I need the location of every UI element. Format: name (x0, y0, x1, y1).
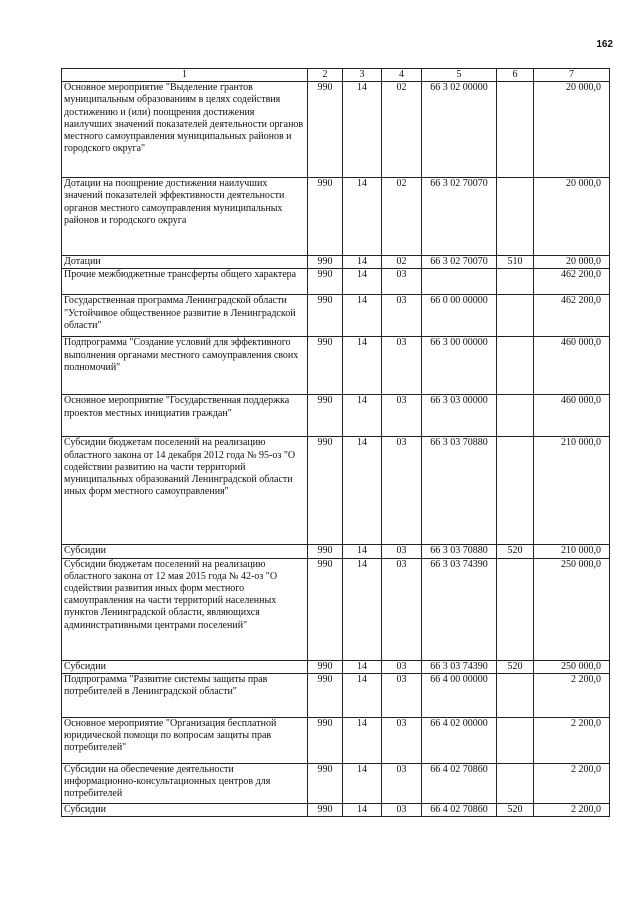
row-section: 14 (343, 717, 382, 763)
column-header: 6 (497, 69, 534, 82)
row-target: 66 3 03 70880 (422, 437, 497, 545)
row-code: 990 (308, 295, 343, 337)
row-target: 66 3 03 00000 (422, 395, 497, 437)
row-subsection: 03 (382, 269, 422, 295)
row-code: 990 (308, 256, 343, 269)
table-row (62, 295, 610, 337)
column-header: 4 (382, 69, 422, 82)
row-code: 990 (308, 269, 343, 295)
row-code: 990 (308, 558, 343, 660)
row-type (497, 82, 534, 178)
row-subsection: 03 (382, 717, 422, 763)
row-amount: 460 000,0 (534, 395, 610, 437)
row-amount: 460 000,0 (534, 337, 610, 395)
row-amount: 210 000,0 (534, 545, 610, 558)
row-target: 66 4 02 70860 (422, 803, 497, 816)
row-target: 66 3 02 70070 (422, 178, 497, 256)
row-section: 14 (343, 545, 382, 558)
row-code: 990 (308, 803, 343, 816)
row-subsection: 02 (382, 178, 422, 256)
table-row (62, 178, 610, 256)
row-amount: 2 200,0 (534, 717, 610, 763)
row-amount: 250 000,0 (534, 660, 610, 673)
row-name: Дотации (62, 256, 308, 269)
page-number: 162 (596, 39, 613, 50)
row-code: 990 (308, 763, 343, 803)
row-type (497, 717, 534, 763)
row-amount: 20 000,0 (534, 256, 610, 269)
table-row (62, 660, 610, 673)
row-type: 520 (497, 545, 534, 558)
row-type (497, 295, 534, 337)
table-row (62, 717, 610, 763)
row-subsection: 03 (382, 558, 422, 660)
row-subsection: 03 (382, 295, 422, 337)
table-row (62, 82, 610, 178)
row-name: Прочие межбюджетные трансферты общего характера (62, 269, 308, 295)
row-amount: 2 200,0 (534, 673, 610, 717)
row-section: 14 (343, 673, 382, 717)
row-section: 14 (343, 337, 382, 395)
row-section: 14 (343, 660, 382, 673)
row-type (497, 269, 534, 295)
row-code: 990 (308, 545, 343, 558)
row-target: 66 4 02 70860 (422, 763, 497, 803)
column-header: 1 (62, 69, 308, 82)
row-name: Дотации на поощрение достижения наилучших значений показателей эффективности деятельности органов местного самоуправления муниципальных районов и городского округа (62, 178, 308, 256)
row-name: Основное мероприятие "Организация бесплатной юридической помощи по вопросам защиты прав потребителей" (62, 717, 308, 763)
row-code: 990 (308, 82, 343, 178)
row-type (497, 178, 534, 256)
row-type: 520 (497, 803, 534, 816)
table-row (62, 673, 610, 717)
row-subsection: 03 (382, 803, 422, 816)
row-section: 14 (343, 395, 382, 437)
table-row (62, 803, 610, 816)
row-target: 66 3 00 00000 (422, 337, 497, 395)
row-name: Подпрограмма "Создание условий для эффективного выполнения органами местного самоуправления своих полномочий" (62, 337, 308, 395)
row-amount: 250 000,0 (534, 558, 610, 660)
row-subsection: 03 (382, 437, 422, 545)
row-code: 990 (308, 437, 343, 545)
row-amount: 210 000,0 (534, 437, 610, 545)
row-section: 14 (343, 269, 382, 295)
row-amount: 462 200,0 (534, 269, 610, 295)
row-target: 66 4 02 00000 (422, 717, 497, 763)
row-amount: 20 000,0 (534, 178, 610, 256)
row-name: Субсидии на обеспечение деятельности информационно-консультационных центров для потребителей (62, 763, 308, 803)
row-name: Основное мероприятие "Государственная поддержка проектов местных инициатив граждан" (62, 395, 308, 437)
row-target: 66 4 00 00000 (422, 673, 497, 717)
row-subsection: 03 (382, 395, 422, 437)
table-row (62, 337, 610, 395)
row-code: 990 (308, 673, 343, 717)
row-type: 520 (497, 660, 534, 673)
row-subsection: 03 (382, 545, 422, 558)
column-header: 7 (534, 69, 610, 82)
row-target: 66 3 02 70070 (422, 256, 497, 269)
row-type (497, 437, 534, 545)
table-row (62, 269, 610, 295)
row-section: 14 (343, 82, 382, 178)
column-header: 2 (308, 69, 343, 82)
row-code: 990 (308, 395, 343, 437)
column-header: 3 (343, 69, 382, 82)
row-name: Субсидии (62, 660, 308, 673)
row-name: Субсидии бюджетам поселений на реализацию областного закона от 14 декабря 2012 года № 95-оз "О содействии развитию на части территорий муниципальных образований Ленинградской области иных форм местного самоуправления" (62, 437, 308, 545)
table-row (62, 545, 610, 558)
row-amount: 2 200,0 (534, 803, 610, 816)
row-target: 66 3 03 74390 (422, 558, 497, 660)
row-target: 66 3 03 74390 (422, 660, 497, 673)
row-type (497, 673, 534, 717)
row-section: 14 (343, 178, 382, 256)
budget-table (61, 68, 610, 817)
row-section: 14 (343, 256, 382, 269)
row-type (497, 558, 534, 660)
row-name: Основное мероприятие "Выделение грантов муниципальным образованиям в целях содействия достижению и (или) поощрения достижения наилучших значений показателей деятельности органов местного самоуправления муниципальных районов и городского округа" (62, 82, 308, 178)
row-section: 14 (343, 803, 382, 816)
table-row (62, 558, 610, 660)
table-row (62, 395, 610, 437)
row-type: 510 (497, 256, 534, 269)
row-name: Субсидии (62, 803, 308, 816)
row-target (422, 269, 497, 295)
row-code: 990 (308, 717, 343, 763)
row-subsection: 03 (382, 660, 422, 673)
row-code: 990 (308, 660, 343, 673)
row-amount: 462 200,0 (534, 295, 610, 337)
row-target: 66 3 02 00000 (422, 82, 497, 178)
table-row (62, 437, 610, 545)
row-name: Субсидии (62, 545, 308, 558)
row-subsection: 02 (382, 82, 422, 178)
table-row (62, 763, 610, 803)
row-subsection: 03 (382, 673, 422, 717)
row-subsection: 03 (382, 337, 422, 395)
row-code: 990 (308, 337, 343, 395)
row-section: 14 (343, 558, 382, 660)
table-header-row (62, 69, 610, 82)
row-amount: 20 000,0 (534, 82, 610, 178)
row-subsection: 03 (382, 763, 422, 803)
column-header: 5 (422, 69, 497, 82)
row-name: Субсидии бюджетам поселений на реализацию областного закона от 12 мая 2015 года № 42-оз "О содействии развития иных форм местного самоуправления на части территорий населенных пунктов Ленинградской области, являющихся административными центрами поселений" (62, 558, 308, 660)
row-name: Государственная программа Ленинградской области "Устойчивое общественное развитие в Ленинградской области" (62, 295, 308, 337)
row-type (497, 337, 534, 395)
row-target: 66 3 03 70880 (422, 545, 497, 558)
row-name: Подпрограмма "Развитие системы защиты прав потребителей в Ленинградской области" (62, 673, 308, 717)
row-section: 14 (343, 437, 382, 545)
row-subsection: 02 (382, 256, 422, 269)
row-amount: 2 200,0 (534, 763, 610, 803)
row-code: 990 (308, 178, 343, 256)
table-row (62, 256, 610, 269)
row-section: 14 (343, 763, 382, 803)
row-target: 66 0 00 00000 (422, 295, 497, 337)
row-type (497, 763, 534, 803)
row-section: 14 (343, 295, 382, 337)
row-type (497, 395, 534, 437)
